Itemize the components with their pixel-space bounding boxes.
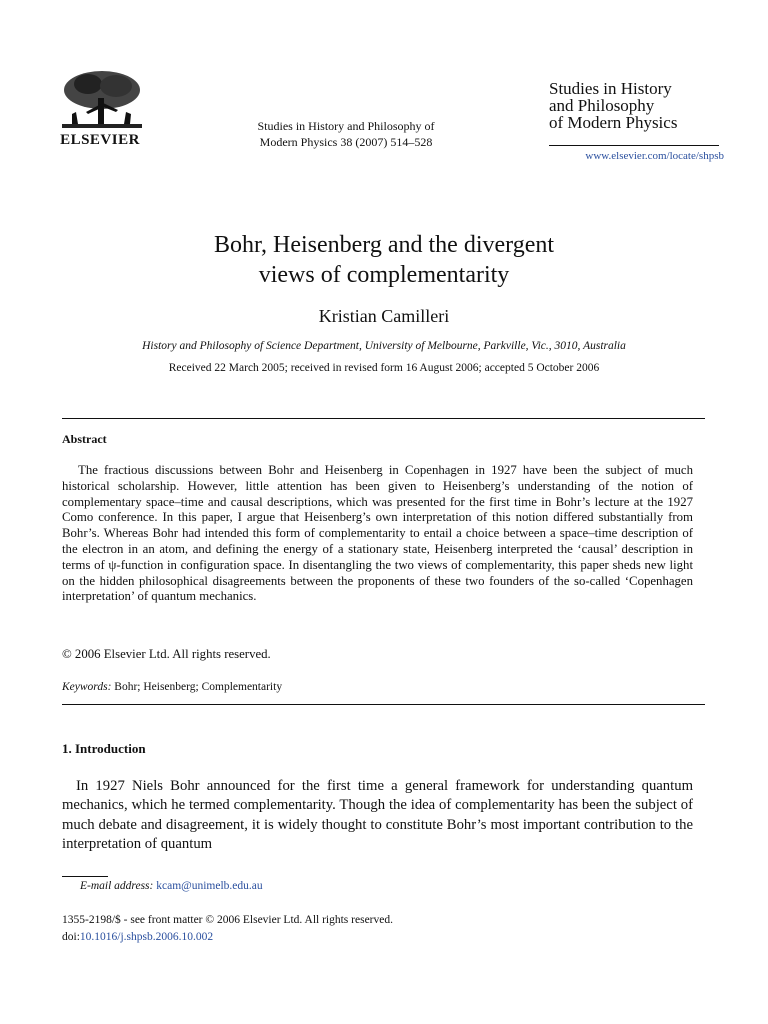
article-title xyxy=(60,230,708,290)
journal-title-line-1: Studies in History xyxy=(549,79,672,98)
doi-link[interactable]: 10.1016/j.shpsb.2006.10.002 xyxy=(79,931,214,943)
journal-citation xyxy=(218,118,474,150)
doi-line xyxy=(62,931,213,943)
title-line-2: views of complementarity xyxy=(258,262,510,288)
citation-line-2: Modern Physics 38 (2007) 514–528 xyxy=(259,135,433,149)
abstract-top-rule xyxy=(62,418,705,419)
abstract-heading: Abstract xyxy=(62,432,107,446)
email-link[interactable]: kcam@unimelb.edu.au xyxy=(156,880,263,892)
journal-url-link[interactable]: www.elsevier.com/locate/shpsb xyxy=(585,150,724,162)
keywords-label: Keywords: xyxy=(62,681,112,693)
email-label: E-mail address: xyxy=(80,880,154,892)
front-matter-line: 1355-2198/$ - see front matter © 2006 Elsevier Ltd. All rights reserved. xyxy=(62,914,393,926)
received-dates: Received 22 March 2005; received in revised form 16 August 2006; accepted 5 October 2006 xyxy=(168,362,600,374)
journal-title-block xyxy=(549,80,739,131)
citation-line-1: Studies in History and Philosophy of xyxy=(257,119,435,133)
introduction-text: In 1927 Niels Bohr announced for the first time a general framework for understanding quantum mechanics, which he termed complementarity. Though the idea of complementarity has been the subject of much debate and disagreement, it is widely thought to constitute Bohr’s most important contribution to the interpretation of quantum xyxy=(62,778,693,853)
email-footnote xyxy=(80,880,263,892)
journal-title-line-2: and Philosophy xyxy=(549,96,655,115)
journal-title-rule xyxy=(549,145,719,146)
introduction-heading: 1. Introduction xyxy=(62,741,146,756)
abstract-text: The fractious discussions between Bohr and Heisenberg in Copenhagen in 1927 have been the subject of much historical scholarship. However, little attention has been given to Heisenberg’s understanding of the notion of complementary space–time and causal descriptions, which was presented for the first time in Bohr’s lecture at the 1927 Como conference. In this paper, I argue that Heisenberg’s own interpretation of this notion differed substantially from Bohr’s. Whereas Bohr had intended this form of complementarity to entail a choice between a space–time description of the electron in an atom, and defining the energy of a stationary state, Heisenberg interpreted the ‘causal’ description in terms of ψ-function in configuration space. In disentangling the two views of complementarity, this paper sheds new light on the hidden philosophical disagreements between the proponents of these two founders of the so-called ‘Copenhagen interpretation’ of quantum mechanics. xyxy=(62,463,693,604)
abstract-body xyxy=(62,463,693,605)
title-line-1: Bohr, Heisenberg and the divergent xyxy=(213,232,555,258)
keywords xyxy=(62,681,282,693)
journal-title-line-3: of Modern Physics xyxy=(549,113,678,132)
doi-label: doi: xyxy=(62,931,80,943)
introduction-body xyxy=(62,777,693,855)
abstract-copyright: © 2006 Elsevier Ltd. All rights reserved. xyxy=(62,647,271,661)
author-affiliation: History and Philosophy of Science Department, University of Melbourne, Parkville, Vic., 3010, Australia xyxy=(142,340,626,352)
keywords-values: Bohr; Heisenberg; Complementarity xyxy=(114,681,283,693)
author-name: Kristian Camilleri xyxy=(318,306,450,326)
footnote-rule xyxy=(62,876,108,877)
publisher-name: ELSEVIER xyxy=(60,132,140,148)
abstract-bottom-rule xyxy=(62,704,705,705)
